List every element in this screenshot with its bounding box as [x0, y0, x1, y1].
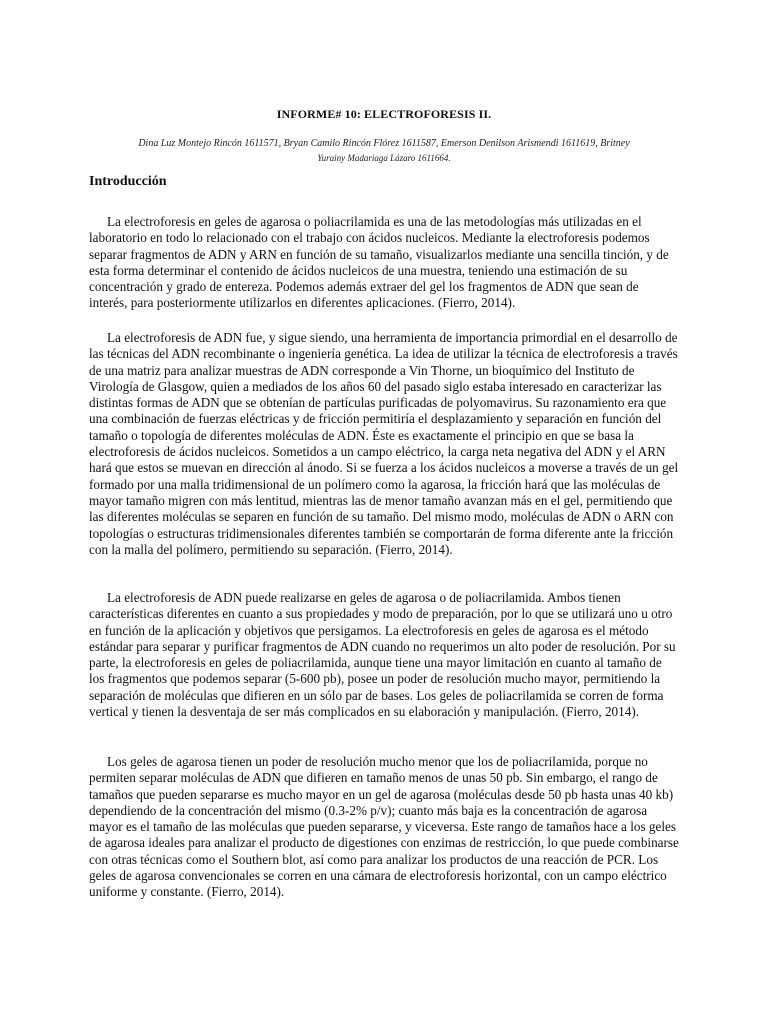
section-heading-introduccion: Introducción [89, 174, 167, 189]
authors-line-2: Yurainy Madariaga Lázaro 1611664. [317, 153, 451, 163]
author-list [100, 137, 668, 165]
paragraph-4: Los geles de agarosa tienen un poder de resolución mucho menor que los de poliacrilamida, porque no permiten separar moléculas de ADN que difieren en tamaño menos de unas 50 pb. Sin embargo, el rango de tamaños que pueden separarse es mucho mayor en un gel de agarosa (moléculas desde 50 pb hasta unas 40 kb) dependiendo de la concentración del mismo (0.3-2% p/v); cuanto más baja es la concentración de agarosa mayor es el tamaño de las moléculas que pueden separarse, y viceversa. Este rango de tamaños hace a los geles de agarosa ideales para analizar el producto de digestiones con enzimas de restricción, lo que puede combinarse con otras técnicas como el Southern blot, así como para analizar los productos de una reacción de PCR. Los geles de agarosa convencionales se corren en una cámara de electroforesis horizontal, con un campo eléctrico uniforme y constante. (Fierro, 2014). [89, 754, 679, 900]
authors-line-1: Dina Luz Montejo Rincón 1611571, Bryan Camilo Rincón Flórez 1611587, Emerson Denilson Arismendi 1611619, Britney [138, 138, 630, 149]
paragraph-2: La electroforesis de ADN fue, y sigue siendo, una herramienta de importancia primordial en el desarrollo de las técnicas del ADN recombinante o ingeniería genética. La idea de utilizar la técnica de electroforesis a través de una matriz para analizar muestras de ADN corresponde a Vin Thorne, un bioquímico del Instituto de Virología de Glasgow, quien a mediados de los años 60 del pasado siglo estaba interesado en caracterizar las distintas formas de ADN que se obtenían de partículas purificadas de polyomavirus. Su razonamiento era que una combinación de fuerzas eléctricas y de fricción permitiría el desplazamiento y separación en función del tamaño o topología de diferentes moléculas de ADN. Éste es exactamente el principio en que se basa la electroforesis de ácidos nucleicos. Sometidos a un campo eléctrico, la carga neta negativa del ADN y el ARN hará que estos se muevan en dirección al ánodo. Si se fuerza a los ácidos nucleicos a moverse a través de un gel formado por una malla tridimensional de un polímero como la agarosa, la fricción hará que las moléculas de mayor tamaño migren con más lentitud, mientras las de menor tamaño avanzan más en el gel, permitiendo que las diferentes moléculas se separen en función de su tamaño. Del mismo modo, moléculas de ADN o ARN con topologías o estructuras tridimensionales diferentes también se comportarán de forma diferente ante la fricción con la malla del polímero, permitiendo su separación. (Fierro, 2014). [89, 330, 679, 557]
paragraph-3: La electroforesis de ADN puede realizarse en geles de agarosa o de poliacrilamida. Ambos tienen características diferentes en cuanto a sus propiedades y modo de preparación, por lo que se utilizará uno u otro en función de la aplicación y objetivos que persigamos. La electroforesis en geles de agarosa es el método estándar para separar y purificar fragmentos de ADN cuando no requerimos un alto poder de resolución. Por su parte, la electroforesis en geles de poliacrilamida, aunque tiene una mayor limitación en cuanto al tamaño de los fragmentos que podemos separar (5-600 pb), posee un poder de resolución mucho mayor, permitiendo la separación de moléculas que difieren en un sólo par de bases. Los geles de poliacrilamida se corren de forma vertical y tienen la desventaja de ser más complicados en su elaboración y manipulación. (Fierro, 2014). [89, 590, 676, 720]
document-title: INFORME# 10: ELECTROFORESIS II. [276, 107, 492, 121]
paragraph-1: La electroforesis en geles de agarosa o poliacrilamida es una de las metodologías más utilizadas en el laboratorio en todo lo relacionado con el trabajo con ácidos nucleicos. Mediante la electroforesis podemos separar fragmentos de ADN y ARN en función de su tamaño, visualizarlos mediante una sencilla tinción, y de esta forma determinar el contenido de ácidos nucleicos de una muestra, teniendo una estimación de su concentración y grado de entereza. Podemos además extraer del gel los fragmentos de ADN que sean de interés, para posteriormente utilizarlos en diferentes aplicaciones. (Fierro, 2014). [89, 214, 669, 311]
